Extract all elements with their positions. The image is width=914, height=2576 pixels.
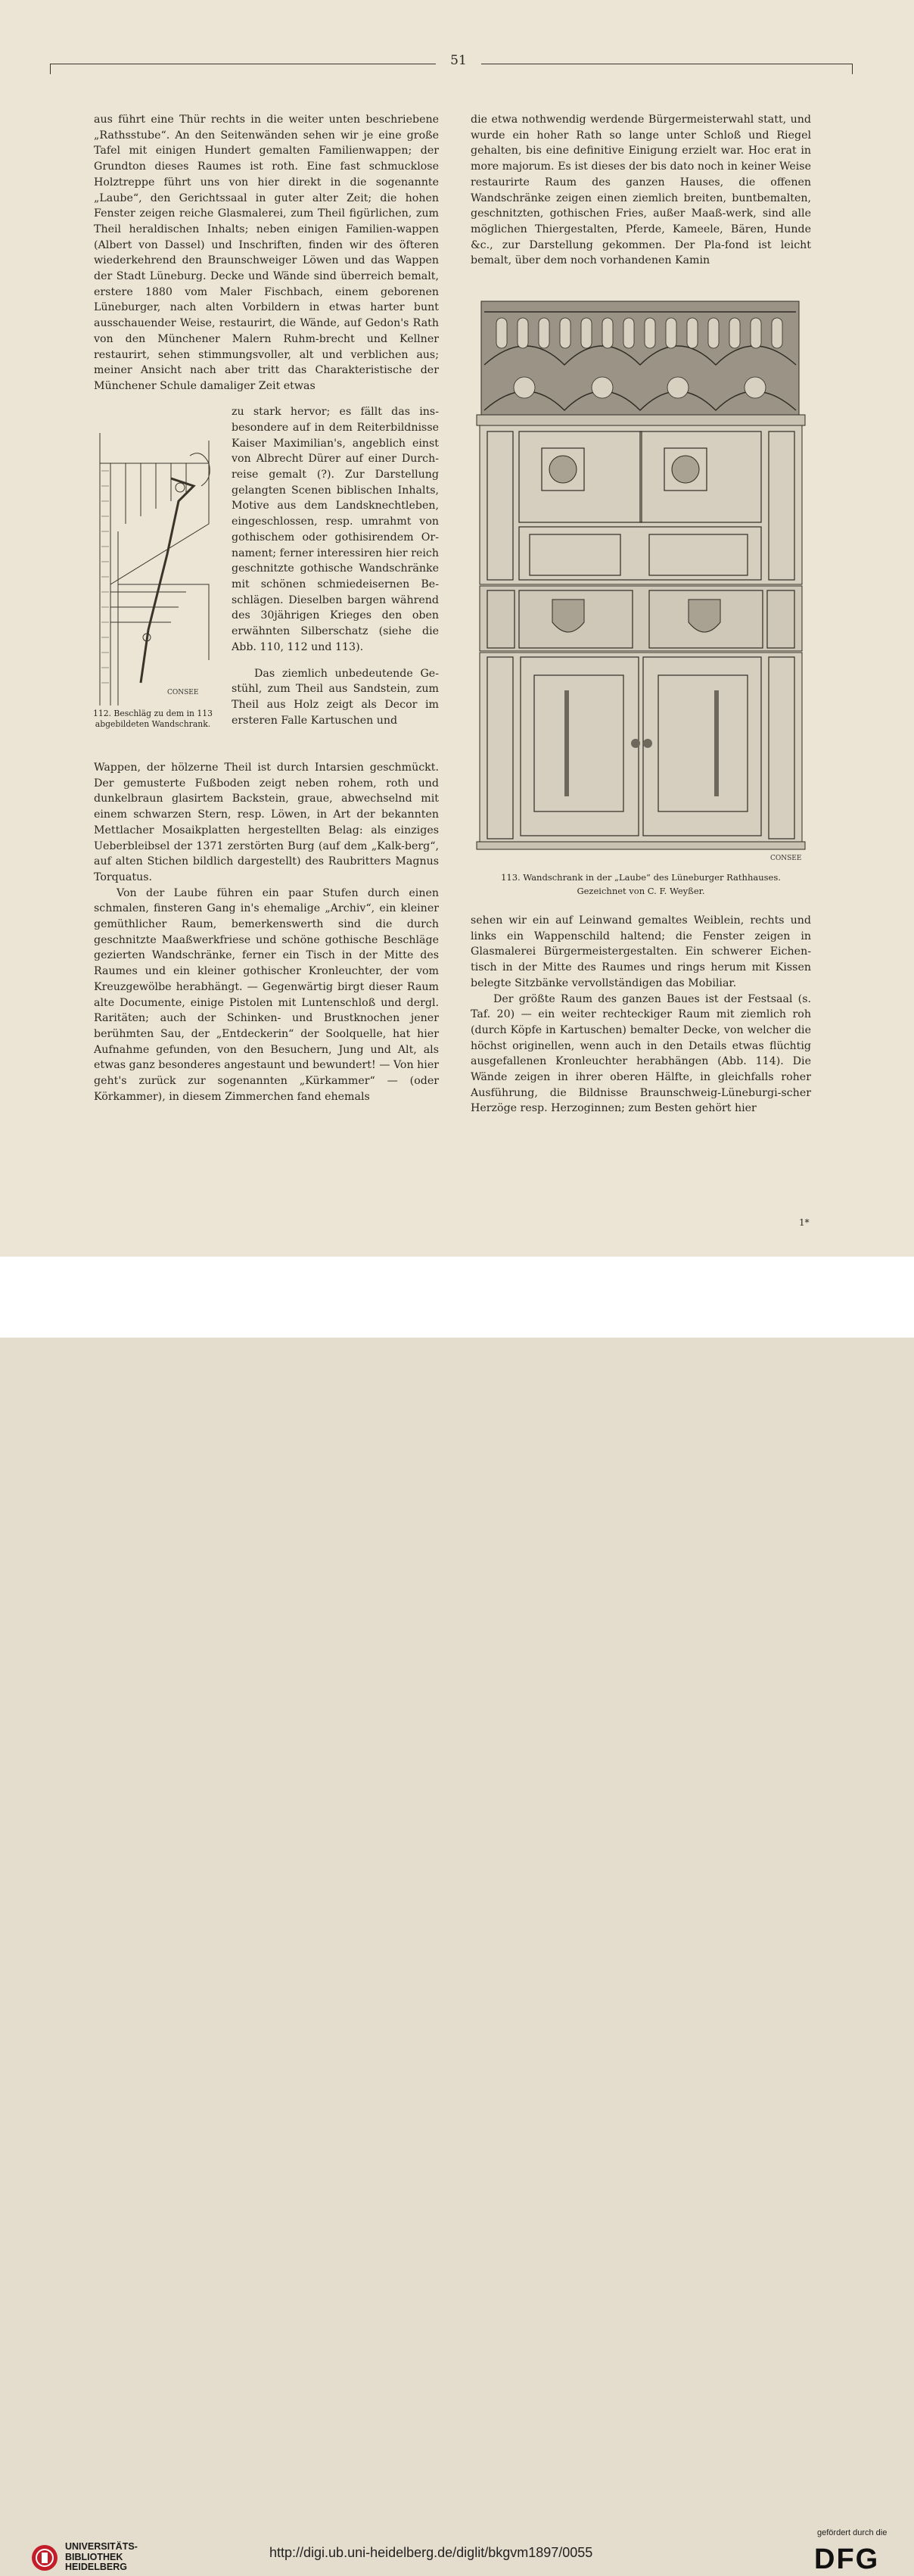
university-seal-icon [30, 2543, 59, 2572]
funding-label: gefördert durch die [817, 2528, 888, 2537]
left-column-top [94, 112, 439, 394]
library-name-line-3: HEIDELBERG [65, 2562, 127, 2572]
left-column-bottom [94, 760, 439, 1104]
right-para-1: die etwa nothwendig werdende Bürgermeisterwahl statt, und wurde ein hoher Rath so lange unter Schloß und Riegel gehalten, bis eine definitive Einigung erzielt war. Hoc erat in more majorum. Es ist dieses der bis dato noch in keiner Weise restaurirte Raum des ganzen Hauses, die offenen Wandschränke zeigen einen ziemlich breiten, buntbemalten, geschnitzten, gothischen Fries, außer Maaß-werk, sind alle möglichen Thiergestalten, Pferde, Kameele, Bären, Hunde &c., zur Darstellung gekommen. Der Pla-fond ist leicht bemalt, über dem noch vorhandenen Kamin [471, 114, 811, 267]
left-para-1: aus führt eine Thür rechts in die weiter unten beschriebene „Rathsstube“. An den Seitenwänden sehen wir je eine große Tafel mit einigen Hundert gemalten Familienwappen; der Grundton dieses Raumes ist roth. Eine fast schmucklose Holztreppe führt uns von hier direkt in die sogenannte „Laube“, den Gerichtssaal in guter alter Zeit; die hohen Fenster zeigen reiche Glasmalerei, zum Theil figürlichen, zum Theil heraldischen Inhalts; neben einigen Familien-wappen (Albert von Dassel) und Inschriften, finden wir des öfteren wiederkehrend den Braunschweiger Löwen und das Wappen der Stadt Lüneburg. Decke und Wände sind überreich bemalt, erstere 1880 vom Maler Fischbach, einem geborenen Lüneburger, nach alten Vorbildern in etwas harter bunt ausschauender Weise, restaurirt, die Wände, auf Gedon's Rath von den Münchener Malern Ruhm-brecht und Kellner restaurirt, sehen stimmungsvoller, alt und verblichen aus; meiner Ansicht nach aber tritt das Charakteristische der Münchener Schule damaliger Zeit etwas [94, 114, 439, 392]
right-column-bottom [471, 913, 811, 1117]
right-para-3: Der größte Raum des ganzen Baues ist der Festsaal (s. Taf. 20) — ein weiter rechteckiger Raum mit ziemlich roh (durch Köpfe in Kartuschen) bemalter Decke, von welcher die höchst originellen, wenn auch in den Details etwas flüchtig ausgefallenen Kronleuchter herabhängen (Abb. 114). Die Wände zeigen in ihrer oberen Hälfte, in gleichfalls roher Ausführung, die Bildnisse Braunschweig-Lüneburgi-scher Herzöge resp. Herzoginnen; zum Besten gehört hier [471, 992, 811, 1115]
left-para-3: Von der Laube führen ein paar Stufen durch einen schmalen, finsteren Gang in's ehemalige „Archiv“, ein kleiner gemüthlicher Raum, bemerkenswerth sind die durch geschnitzte Maaßwerkfriese und schöne gothische Beschläge gezierten Wandschränke, ferner ein Tisch in der Mitte des Raumes und ein kleiner gothischer Kronleuchter, der vom Kreuzgewölbe herabhängt. — Gegenwärtig birgt dieser Raum alte Documente, einige Pistolen mit Luntenschloß und dergl. Raritäten; auch der Schinken- und Brustknochen jener berühmten Sau, der „Entdeckerin“ der Soolquelle, hat hier Aufnahme gefunden, von den Besuchern, Jung und Alt, als etwas ganz besonderes angestaunt und bewundert! — Von hier geht's zurück zur sogenannten „Kürkammer“ — (oder Körkammer), in diesem Zimmerchen fand ehemals [94, 886, 439, 1103]
figure-113-caption-line-2: Gezeichnet von C. F. Weyßer. [577, 886, 705, 896]
left-narrow-para-1: zu stark hervor; es fällt das ins-besondere auf in dem Reiterbildnisse Kaiser Maximilian's, angeblich einst von Albrecht Dürer auf einer Durch-reise gemalt (?). Zur Darstellung gelangten Scenen biblischen Inhalts, Motive aus dem Landsknechtleben, eingeschlossen, resp. umrahmt von gothischem oder gothisirendem Or-nament; ferner interessiren hier reich geschnitzte gothische Wandschränke mit schönen schmiedeisernen Be-schlägen. Dieselben bargen während des 30jährigen Krieges den oben erwähnten Silberschatz (siehe die Abb. 110, 112 und 113). [232, 406, 439, 653]
right-para-2: sehen wir ein auf Leinwand gemaltes Weiblein, rechts und links ein Wappenschild haltend; die Fenster zeigen in Glasmalerei Bürgermeistergestalten. Ein schwerer Eichen-tisch in der Mitte des Raumes und rings herum mit Kissen belegte Sitzbänke vervollständigen das Mobiliar. [471, 914, 811, 989]
figure-112-hinge-drawing [95, 433, 219, 706]
left-narrow-text [232, 394, 439, 740]
figure-113-caption-line-1: 113. Wandschrank in der „Laube“ des Lüneburger Rathhauses. [501, 872, 781, 883]
library-name-line-1: UNIVERSITÄTS- [65, 2541, 138, 2552]
figure-113-cabinet-drawing [474, 297, 808, 863]
source-url-link[interactable]: http://digi.ub.uni-heidelberg.de/diglit/bkgvm1897/0055 [269, 2545, 593, 2560]
header-rule-right-tick [852, 64, 853, 74]
left-narrow-para-2: Das ziemlich unbedeutende Ge-stühl, zum Theil aus Sandstein, zum Theil aus Holz zeigt als Decor im ersteren Falle Kartuschen und [232, 667, 439, 727]
header-rule-left-tick [50, 64, 51, 74]
scanned-page [0, 0, 914, 1257]
figure-112-signature: CONSEE [167, 689, 199, 696]
figure-112-caption: 112. Beschläg zu dem in 113 abgebildeten Wandschrank. [92, 709, 213, 729]
right-column-top [471, 112, 811, 269]
library-name-line-2: BIBLIOTHEK [65, 2551, 123, 2562]
left-para-2-rest: Wappen, der hölzerne Theil ist durch Intarsien geschmückt. Der gemusterte Fußboden zeigt neben rohem, roth und dunkelbraun glasirtem Backstein, graue, abwechselnd mit einem schwarzen Stern, resp. Löwen, in Art der bekannten Mettlacher Mosaikplatten hergestellten Belag: als einziges Ueberbleibsel der 1371 zerstörten Burg (auf dem „Kalk-berg“, auf alten Stichen bildlich dargestellt) des Raubritters Magnus Torquatus. [94, 762, 439, 883]
figure-113-caption [472, 871, 810, 898]
page-number: 51 [436, 53, 481, 68]
dfg-logo: DFG [814, 2543, 880, 2575]
signature-mark: 1* [799, 1217, 810, 1228]
library-name [65, 2542, 138, 2573]
footer-bar [0, 1257, 914, 2575]
figure-113-signature: CONSEE [770, 855, 802, 862]
